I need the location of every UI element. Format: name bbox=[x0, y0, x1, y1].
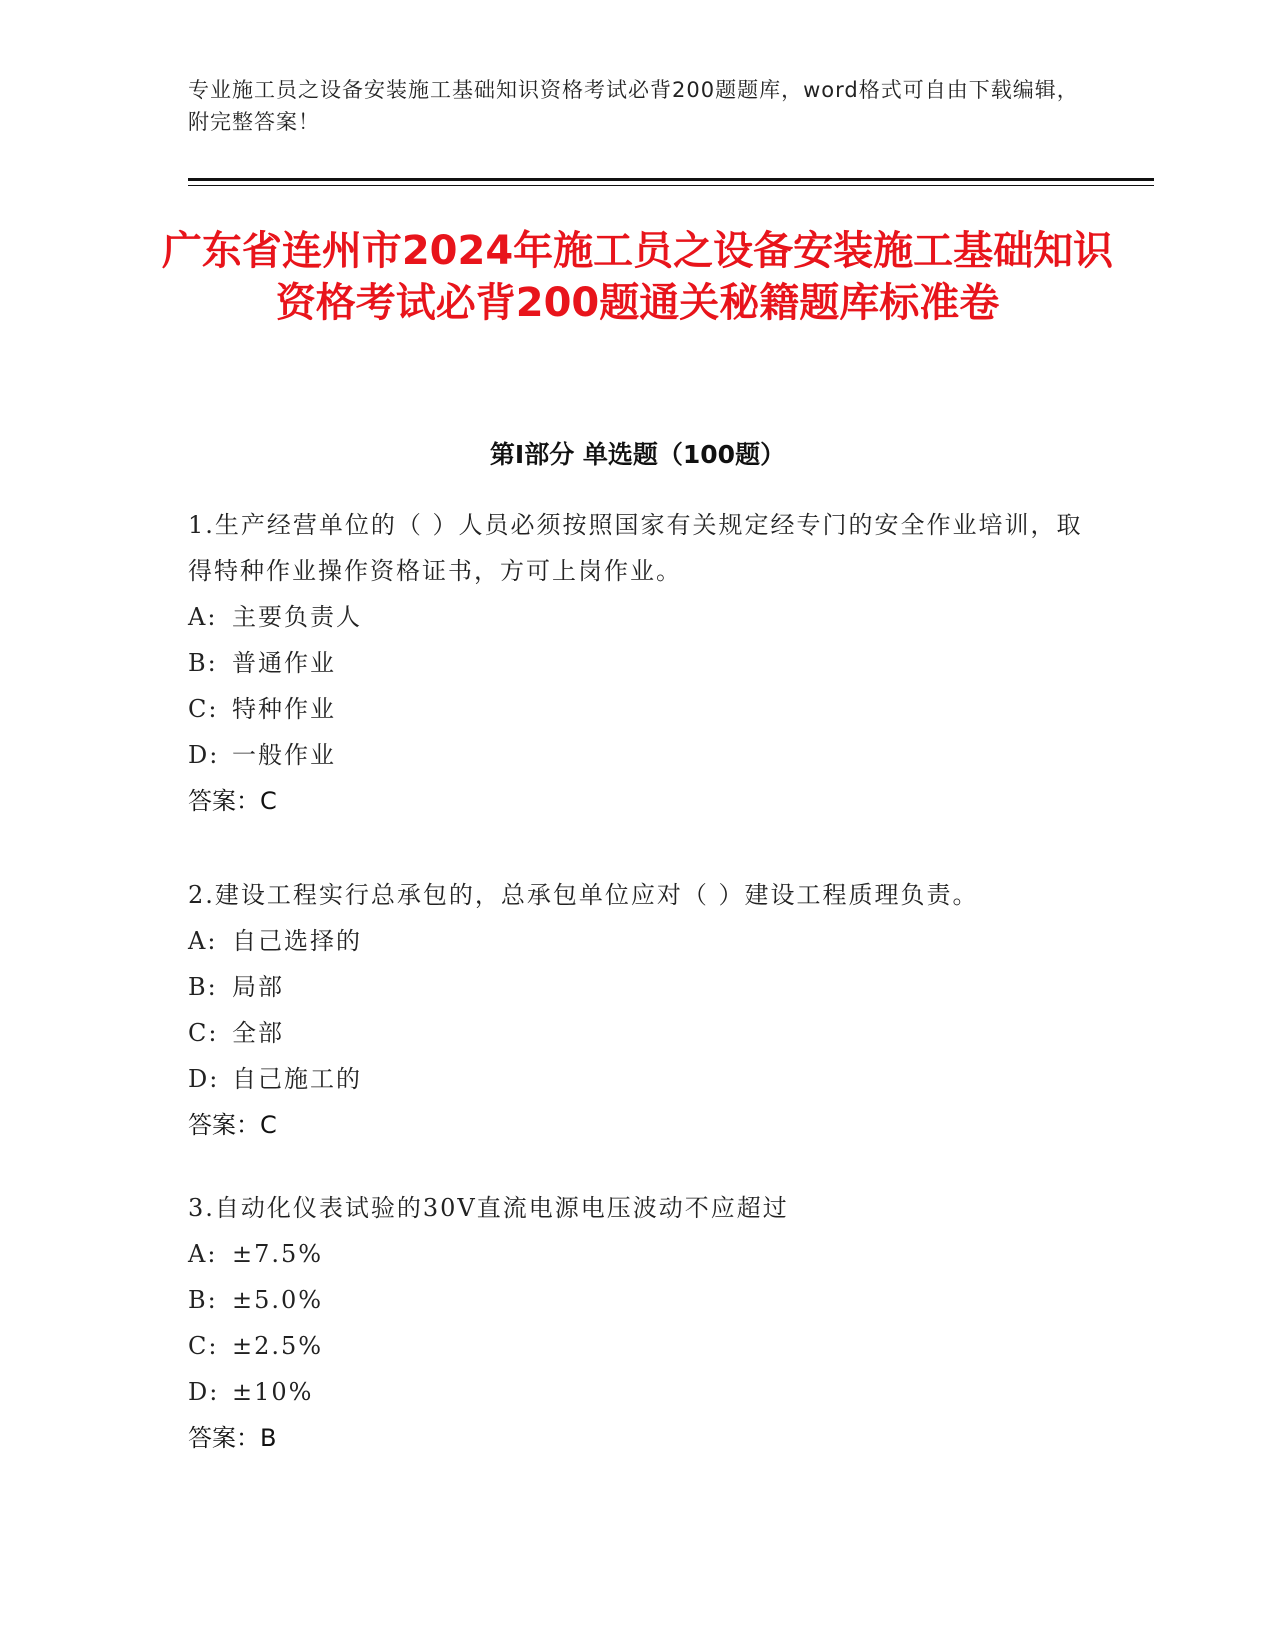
option-key: A: bbox=[188, 603, 218, 631]
option-a bbox=[188, 918, 1088, 964]
question-stem: 1.生产经营单位的（ ）人员必须按照国家有关规定经专门的安全作业培训，取得特种作业操作资格证书，方可上岗作业。 bbox=[188, 511, 1083, 585]
answer-label: 答案：C bbox=[188, 787, 277, 815]
option-key: B: bbox=[188, 973, 218, 1001]
answer-label: 答案：B bbox=[188, 1424, 277, 1452]
question-stem: 3.自动化仪表试验的30V直流电源电压波动不应超过 bbox=[188, 1194, 789, 1222]
question-stem: 2.建设工程实行总承包的，总承包单位应对（ ）建设工程质理负责。 bbox=[188, 881, 979, 909]
option-text: 自己选择的 bbox=[232, 927, 362, 955]
section-heading: 第Ⅰ部分 单选题（100题） bbox=[489, 440, 786, 469]
option-key: D: bbox=[188, 1065, 220, 1093]
option-text: 主要负责人 bbox=[232, 603, 362, 631]
option-text: ±7.5% bbox=[232, 1240, 324, 1268]
option-c bbox=[188, 1010, 1088, 1056]
option-c bbox=[188, 1323, 1088, 1369]
option-d bbox=[188, 732, 1088, 778]
option-c bbox=[188, 686, 1088, 732]
option-key: D: bbox=[188, 1378, 220, 1406]
question-3 bbox=[188, 1185, 1088, 1461]
option-text: 全部 bbox=[232, 1019, 284, 1047]
option-key: C: bbox=[188, 1332, 219, 1360]
option-text: ±5.0% bbox=[232, 1286, 324, 1314]
question-1 bbox=[188, 502, 1088, 824]
option-key: C: bbox=[188, 1019, 219, 1047]
header-note: 专业施工员之设备安装施工基础知识资格考试必背200题题库，word格式可自由下载编辑，附完整答案！ bbox=[188, 78, 1079, 134]
option-key: B: bbox=[188, 649, 218, 677]
question-2 bbox=[188, 872, 1088, 1148]
option-text: 局部 bbox=[232, 973, 284, 1001]
option-d bbox=[188, 1369, 1088, 1415]
option-text: ±2.5% bbox=[232, 1332, 324, 1360]
option-text: 普通作业 bbox=[232, 649, 336, 677]
option-key: A: bbox=[188, 927, 218, 955]
option-key: B: bbox=[188, 1286, 218, 1314]
option-key: D: bbox=[188, 741, 220, 769]
answer-label: 答案：C bbox=[188, 1111, 277, 1139]
option-b bbox=[188, 640, 1088, 686]
option-text: 特种作业 bbox=[232, 695, 336, 723]
document-title: 广东省连州市2024年施工员之设备安装施工基础知识资格考试必背200题通关秘籍题库标准卷 bbox=[161, 228, 1114, 326]
option-text: ±10% bbox=[232, 1378, 314, 1406]
header-rule-thin bbox=[188, 185, 1154, 186]
option-b bbox=[188, 964, 1088, 1010]
option-text: 一般作业 bbox=[232, 741, 336, 769]
option-d bbox=[188, 1056, 1088, 1102]
header-rule-thick bbox=[188, 178, 1154, 181]
option-text: 自己施工的 bbox=[232, 1065, 362, 1093]
option-a bbox=[188, 1231, 1088, 1277]
option-key: C: bbox=[188, 695, 219, 723]
option-key: A: bbox=[188, 1240, 218, 1268]
option-a bbox=[188, 594, 1088, 640]
option-b bbox=[188, 1277, 1088, 1323]
